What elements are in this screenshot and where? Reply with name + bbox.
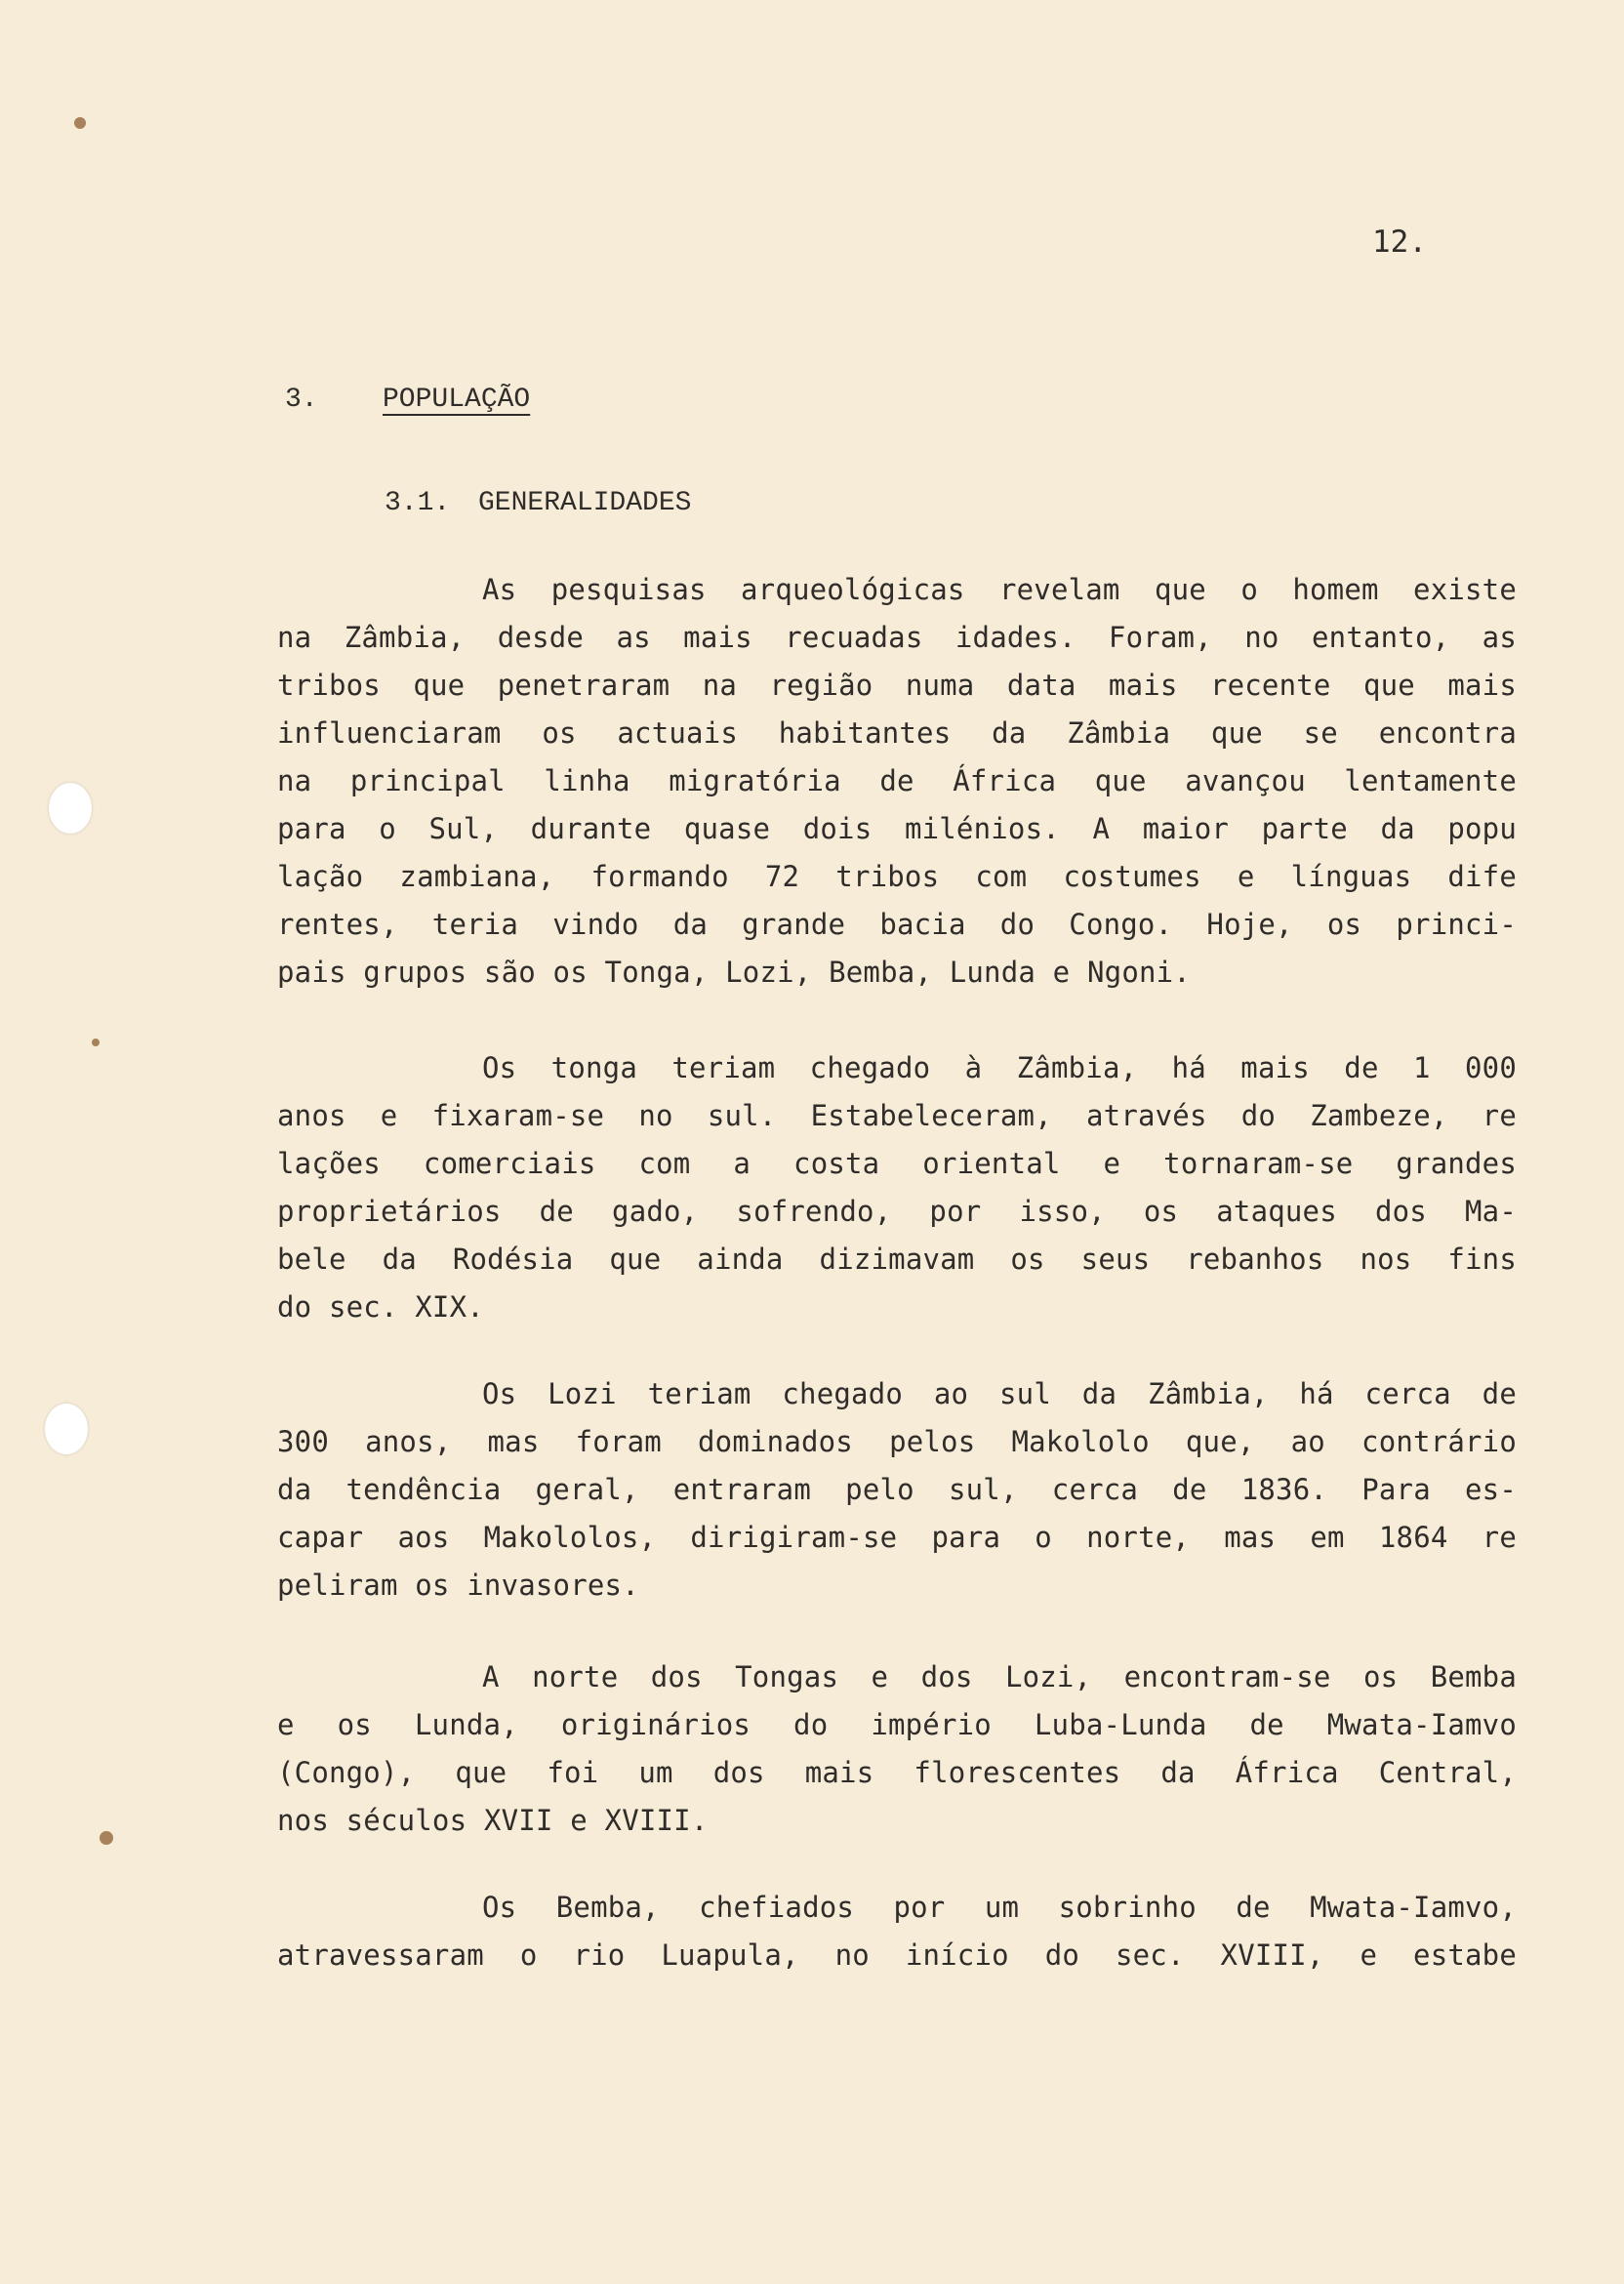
section-title: POPULAÇÃO	[383, 385, 531, 415]
paragraph	[277, 566, 1517, 997]
text-line: anos e fixaram-se no sul. Estabeleceram, através do Zambeze, re	[277, 1099, 1517, 1132]
text-line: lação zambiana, formando 72 tribos com costumes e línguas dife	[277, 860, 1517, 893]
text-line: capar aos Makololos, dirigiram-se para o norte, mas em 1864 re	[277, 1521, 1517, 1554]
paper-stain	[100, 1831, 113, 1845]
text-line: A norte dos Tongas e dos Lozi, encontram-se os Bemba	[482, 1660, 1517, 1693]
page-number: 12.	[1372, 224, 1427, 260]
text-line: rentes, teria vindo da grande bacia do Congo. Hoje, os princi-	[277, 908, 1517, 941]
text-line: lações comerciais com a costa oriental e tornaram-se grandes	[277, 1147, 1517, 1180]
paper-stain	[92, 1039, 100, 1046]
text-line: e os Lunda, originários do império Luba-Lunda de Mwata-Iamvo	[277, 1708, 1517, 1741]
section-number: 3.	[285, 385, 318, 415]
paper-stain	[74, 117, 86, 129]
text-line: na Zâmbia, desde as mais recuadas idades. Foram, no entanto, as	[277, 621, 1517, 654]
text-line: nos séculos XVII e XVIII.	[277, 1804, 709, 1837]
text-line: peliram os invasores.	[277, 1569, 639, 1602]
text-line: atravessaram o rio Luapula, no início do sec. XVIII, e estabe	[277, 1938, 1517, 1972]
text-line: Os tonga teriam chegado à Zâmbia, há mais de 1 000	[482, 1051, 1517, 1084]
text-line: bele da Rodésia que ainda dizimavam os seus rebanhos nos fins	[277, 1243, 1517, 1276]
paragraph	[277, 1653, 1517, 1845]
text-line: (Congo), que foi um dos mais florescentes da África Central,	[277, 1756, 1517, 1789]
subsection-number: 3.1.	[385, 488, 451, 518]
section-heading	[285, 385, 530, 415]
text-line: Os Lozi teriam chegado ao sul da Zâmbia, há cerca de	[482, 1377, 1517, 1410]
text-line: para o Sul, durante quase dois milénios. A maior parte da popu	[277, 812, 1517, 845]
punch-hole-top	[49, 783, 92, 834]
text-line: da tendência geral, entraram pelo sul, cerca de 1836. Para es-	[277, 1473, 1517, 1506]
punch-hole-bottom	[45, 1404, 88, 1454]
text-line: As pesquisas arqueológicas revelam que o homem existe	[482, 573, 1517, 606]
paragraph	[277, 1044, 1517, 1331]
paragraph	[277, 1884, 1517, 1979]
text-line: 300 anos, mas foram dominados pelos Makololo que, ao contrário	[277, 1425, 1517, 1458]
text-line: na principal linha migratória de África que avançou lentamente	[277, 764, 1517, 797]
text-line: influenciaram os actuais habitantes da Zâmbia que se encontra	[277, 716, 1517, 750]
subsection-title: GENERALIDADES	[478, 488, 692, 518]
text-line: Os Bemba, chefiados por um sobrinho de Mwata-Iamvo,	[482, 1891, 1517, 1924]
subsection-heading	[385, 488, 691, 518]
text-line: do sec. XIX.	[277, 1290, 484, 1324]
paragraph	[277, 1370, 1517, 1610]
text-line: tribos que penetraram na região numa data mais recente que mais	[277, 669, 1517, 702]
text-line: proprietários de gado, sofrendo, por isso, os ataques dos Ma-	[277, 1195, 1517, 1228]
text-line: pais grupos são os Tonga, Lozi, Bemba, Lunda e Ngoni.	[277, 956, 1191, 989]
